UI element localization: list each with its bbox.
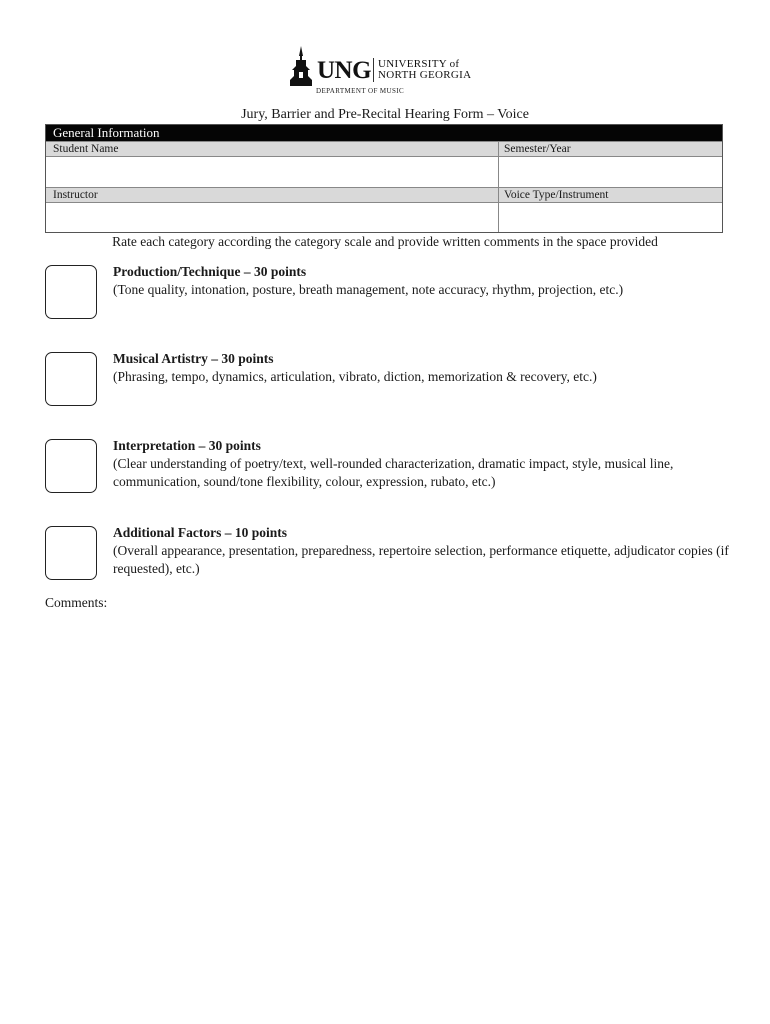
- category-title: Production/Technique – 30 points: [113, 264, 307, 279]
- category-description: (Phrasing, tempo, dynamics, articulation, vibrato, diction, memorization & recovery, etc.): [113, 369, 597, 384]
- category-description: (Tone quality, intonation, posture, breath management, note accuracy, rhythm, projection, etc.): [113, 282, 624, 297]
- voice-type-field[interactable]: [501, 204, 719, 231]
- rating-instructions: Rate each category according the category scale and provide written comments in the space provided: [112, 234, 658, 249]
- student-row-labels: [46, 141, 722, 157]
- instructor-label: Instructor: [53, 189, 98, 201]
- instructor-row-labels: [46, 187, 722, 203]
- category-text: [113, 350, 733, 386]
- category-description: (Overall appearance, presentation, preparedness, repertoire selection, performance etiquette, adjudicator copies (if requested), etc.): [113, 543, 729, 576]
- logo-university-line1: UNIVERSITY of: [378, 58, 460, 70]
- bell-tower-icon: [288, 46, 314, 88]
- logo-department: DEPARTMENT OF MUSIC: [316, 87, 405, 95]
- category-text: [113, 263, 733, 299]
- logo-university-line2: NORTH GEORGIA: [378, 69, 472, 81]
- score-box[interactable]: [45, 439, 97, 493]
- comments-area[interactable]: [45, 616, 723, 996]
- logo-abbreviation: UNG: [317, 57, 372, 84]
- score-box[interactable]: [45, 352, 97, 406]
- category-description: (Clear understanding of poetry/text, well-rounded characterization, dramatic impact, style, musical line, communication, sound/tone flexibility, colour, expression, rubato, etc.): [113, 456, 674, 489]
- instructor-field[interactable]: [48, 204, 496, 231]
- info-column-divider-bottom: [498, 187, 499, 232]
- general-information-section: [45, 124, 723, 233]
- category-text: [113, 524, 733, 578]
- general-information-header: General Information: [46, 125, 722, 141]
- university-logo: [288, 46, 488, 100]
- form-title: Jury, Barrier and Pre-Recital Hearing Form – Voice: [241, 107, 529, 122]
- category-title: Additional Factors – 10 points: [113, 525, 288, 540]
- semester-year-label: Semester/Year: [504, 143, 571, 155]
- logo-university-name: [378, 59, 471, 81]
- category-title: Musical Artistry – 30 points: [113, 351, 274, 366]
- voice-type-label: Voice Type/Instrument: [504, 189, 609, 201]
- category-title: Interpretation – 30 points: [113, 438, 261, 453]
- score-box[interactable]: [45, 526, 97, 580]
- comments-label: Comments:: [45, 595, 108, 610]
- category-text: [113, 437, 733, 491]
- logo-divider: [373, 58, 374, 82]
- info-column-divider-top: [498, 141, 499, 187]
- semester-year-field[interactable]: [501, 158, 719, 186]
- score-box[interactable]: [45, 265, 97, 319]
- student-name-field[interactable]: [48, 158, 496, 186]
- student-name-label: Student Name: [53, 143, 119, 155]
